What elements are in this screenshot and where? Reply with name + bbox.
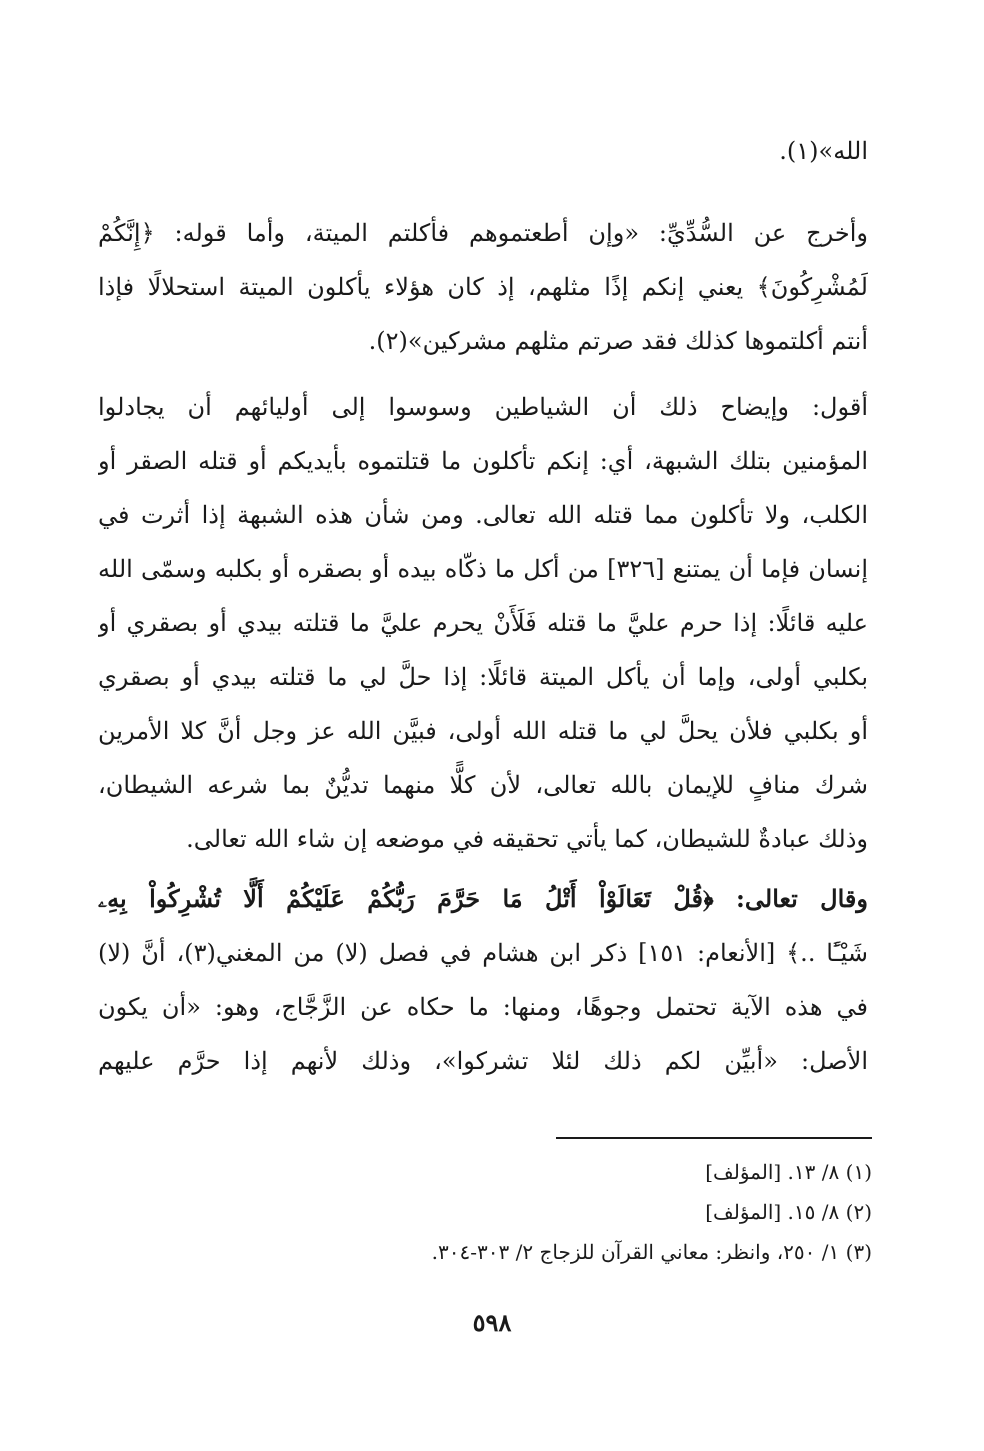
paragraph-line: بكلبي أولى، وإما أن يأكل الميتة قائلًا: إذا حلَّ لي ما قتلته بيدي أو بصقري: [98, 663, 868, 691]
paragraph-line: أو بكلبي فلأن يحلَّ لي ما قتله الله أولى، فبيَّن الله عز وجل أنَّ كلا الأمرين: [98, 717, 868, 745]
paragraph-line: أقول: وإيضاح ذلك أن الشياطين وسوسوا إلى أوليائهم أن يجادلوا: [98, 393, 868, 421]
paragraph-line: الأصل: «أبيِّن لكم ذلك لئلا تشركوا»، وذلك لأنهم إذا حرَّم عليهم: [98, 1047, 868, 1075]
paragraph-line: أنتم أكلتموها كذلك فقد صرتم مثلهم مشركين»(٢).: [368, 327, 868, 355]
paragraph-line: وقال تعالى: ﴿قُلْ تَعَالَوْاْ أَتْلُ مَا حَرَّمَ رَبُّكُمْ عَلَيْكُمْ أَلَّا تُشْرِكُواْ بِهِۦ: [98, 884, 868, 913]
paragraph-line: الكلب، ولا تأكلون مما قتله الله تعالى. ومن شأن هذه الشبهة إذا أثرت في: [98, 501, 868, 529]
continued-line: الله»(١).: [779, 137, 868, 165]
paragraph-line: شَيْـًٔا ..﴾ [الأنعام: ١٥١] ذكر ابن هشام في فصل (لا) من المغني(٣)، أنَّ (لا): [98, 939, 868, 967]
footnotes: [300, 1152, 872, 1272]
paragraph-line: عليه قائلًا: إذا حرم عليَّ ما قتله فَلَأَنْ يحرم عليَّ ما قتلته بيدي أو بصقري أو: [98, 609, 868, 637]
paragraph-line: المؤمنين بتلك الشبهة، أي: إنكم تأكلون ما قتلتموه بأيديكم أو قتله الصقر أو: [98, 447, 868, 475]
footnote-item: (١) ٨/ ١٣. [المؤلف]: [705, 1160, 872, 1184]
footnote-item: (٣) ١/ ٢٥٠، وانظر: معاني القرآن للزجاج ٢/ ٣٠٣-٣٠٤.: [431, 1240, 872, 1264]
footnote-divider: [556, 1137, 872, 1139]
paragraph-line: وذلك عبادةٌ للشيطان، كما يأتي تحقيقه في موضعه إن شاء الله تعالى.: [186, 825, 868, 853]
page-number: ٥٩٨: [472, 1308, 512, 1337]
paragraph-line: في هذه الآية تحتمل وجوهًا، ومنها: ما حكاه عن الزَّجَّاج، وهو: «أن يكون: [98, 993, 868, 1021]
footnote-item: (٢) ٨/ ١٥. [المؤلف]: [705, 1200, 872, 1224]
paragraph-line: لَمُشْرِكُونَ﴾ يعني إنكم إذًا مثلهم، إذ كان هؤلاء يأكلون الميتة استحلالًا فإذا: [98, 273, 868, 301]
paragraph-line: إنسان فإما أن يمتنع [٣٢٦] من أكل ما ذكّاه بيده أو بصقره أو بكلبه وسمّى الله: [98, 555, 868, 583]
paragraph-suddi: [98, 206, 868, 368]
paragraph-explanation: [98, 380, 868, 866]
paragraph-verse: [98, 872, 868, 1088]
paragraph-line: وأخرج عن السُّدِّيِّ: «وإن أطعتموهم فأكلتم الميتة، وأما قوله: ﴿إِنَّكُمْ: [98, 219, 868, 247]
paragraph-line: شرك منافٍ للإيمان بالله تعالى، لأن كلًّا منهما تديُّنٌ بما شرعه الشيطان،: [98, 771, 868, 799]
top-line: [98, 124, 868, 178]
